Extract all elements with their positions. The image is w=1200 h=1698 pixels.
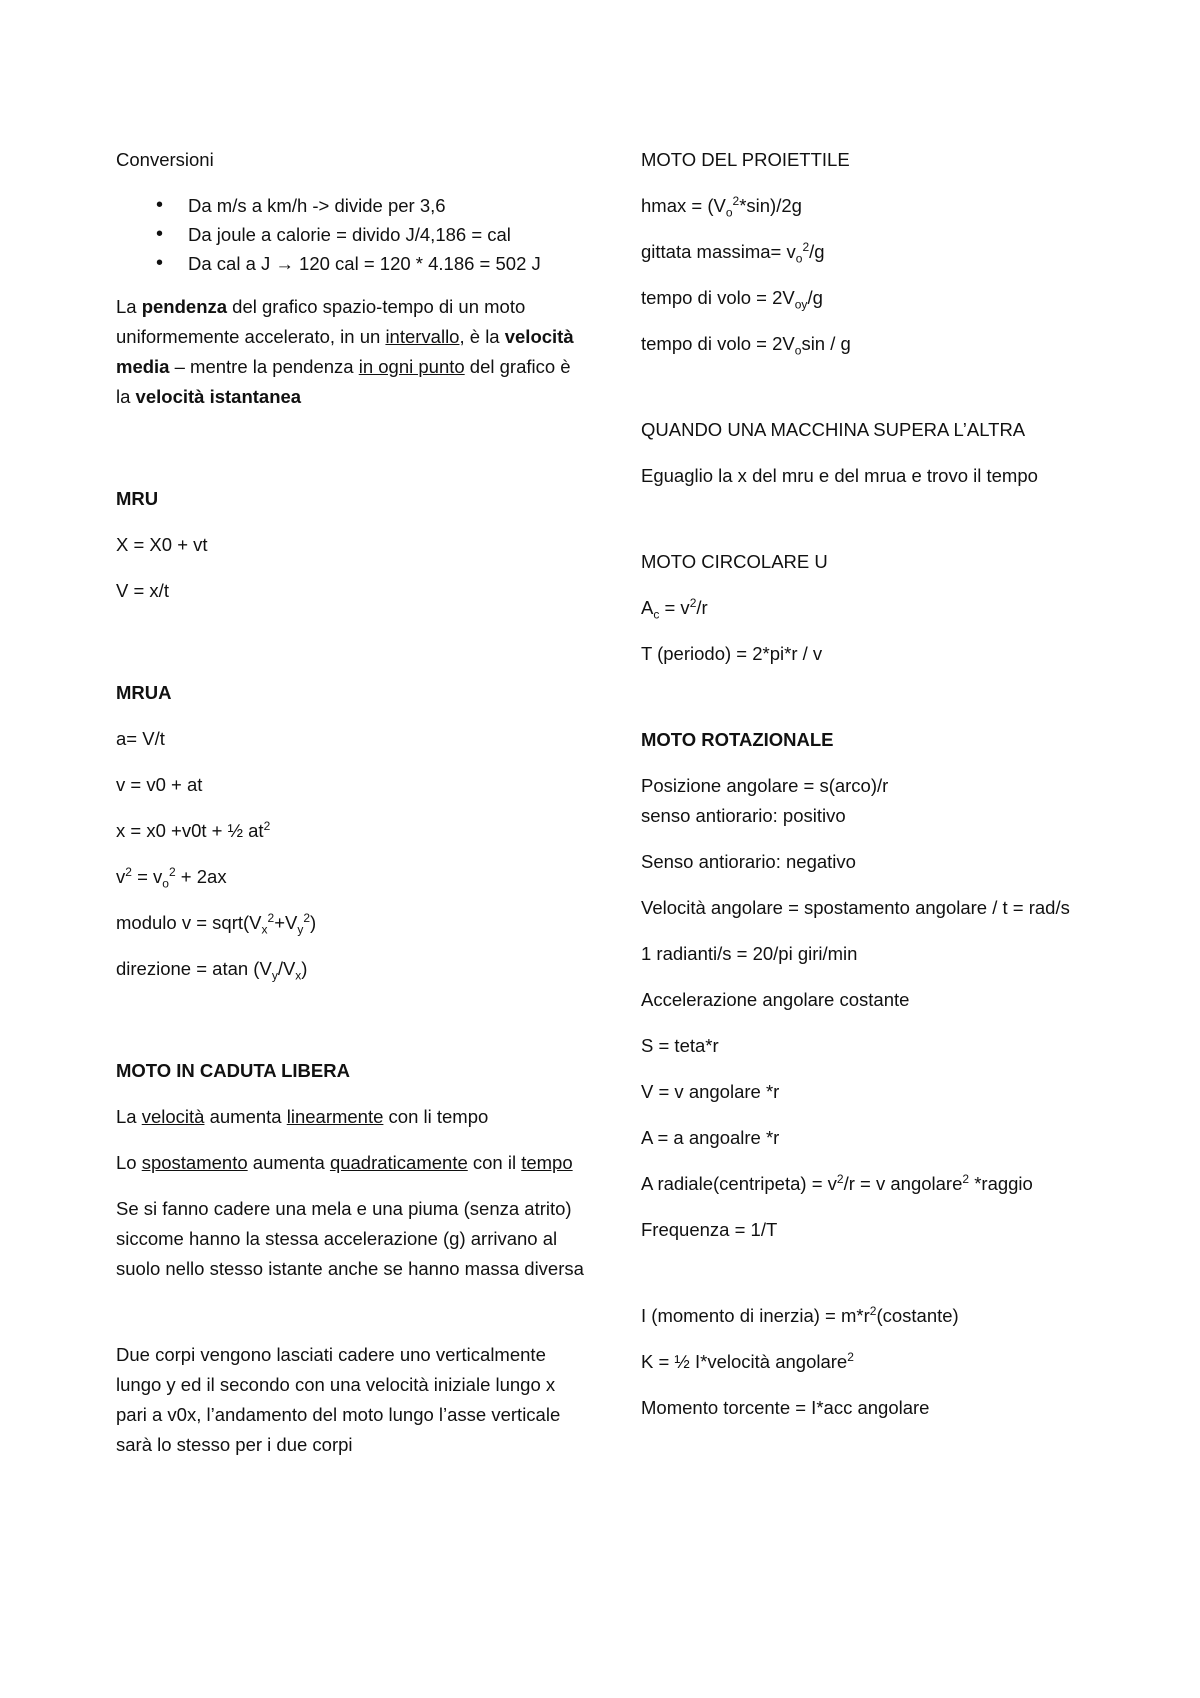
mrua-formula-4: $v^2 = v_o^2 + 2ax$ bbox=[116, 864, 227, 891]
mru-formula-2: V = x/t bbox=[116, 580, 169, 601]
bold-run: velocità media bbox=[116, 326, 574, 377]
rotazionale-line-10: A radiale(centripeta) = $v^2/r = v$ angolare$^2$ *raggio bbox=[641, 1171, 1033, 1194]
proiettile-formula-1: $hmax = (V_o^2*\sin)/2g$ bbox=[641, 193, 802, 220]
caduta-paragraph-3: Se si fanno cadere una mela e una piuma (senza atrito) siccome hanno la stessa accelerazione (g) arrivano al suolo nello stesso istante anche se hanno massa diversa bbox=[116, 1198, 584, 1279]
mrua-formula-3: x = x0 +v0t + ½ $at^2$ bbox=[116, 818, 271, 841]
mrua-formula-5: modulo $v = sqrt(V_x^2+V_y^2)$ bbox=[116, 910, 317, 937]
spacer bbox=[641, 375, 1111, 415]
underline-run: intervallo bbox=[385, 326, 460, 347]
mru-title: MRU bbox=[116, 488, 159, 509]
mrua-title: MRUA bbox=[116, 682, 172, 703]
spacer bbox=[116, 622, 586, 678]
spacer bbox=[641, 1261, 1111, 1301]
rotazionale-title: MOTO ROTAZIONALE bbox=[641, 729, 834, 750]
proiettile-formula-3: tempo di volo = $2V_{oy}/g$ bbox=[641, 287, 823, 312]
circolare-title: MOTO CIRCOLARE U bbox=[641, 551, 828, 572]
left-column bbox=[116, 145, 586, 1476]
rotazionale-line-9: A = a angoalre *r bbox=[641, 1127, 780, 1148]
mrua-formula-6: direzione = atan $(V_y/V_x)$ bbox=[116, 958, 308, 983]
caduta-title: MOTO IN CADUTA LIBERA bbox=[116, 1060, 350, 1081]
list-item: • Da cal a J → 120 cal = 120 * 4.186 = 502 J bbox=[116, 249, 586, 278]
spacer bbox=[641, 507, 1111, 547]
bold-run: pendenza bbox=[141, 296, 228, 317]
text-run: del grafico è la bbox=[116, 356, 571, 407]
rotazionale-line-13: K = ½ I*velocità angolare$^2$ bbox=[641, 1349, 854, 1372]
rotazionale-line-6: Accelerazione angolare costante bbox=[641, 989, 910, 1010]
rotazionale-line-3: Senso antiorario: negativo bbox=[641, 851, 856, 872]
spacer bbox=[116, 1300, 586, 1340]
right-column bbox=[641, 145, 1111, 1439]
spacer bbox=[116, 428, 586, 484]
mru-formula-1: X = X0 + vt bbox=[116, 534, 208, 555]
proiettile-formula-2: gittata massima= $v_o^2/g$ bbox=[641, 239, 825, 266]
rotazionale-line-7: S = teta*r bbox=[641, 1035, 719, 1056]
spacer bbox=[641, 685, 1111, 725]
caduta-paragraph-4: Due corpi vengono lasciati cadere uno verticalmente lungo y ed il secondo con una velocità iniziale lungo x pari a v0x, l’andamento del moto lungo l’asse verticale sarà lo stesso per i due corpi bbox=[116, 1344, 561, 1455]
text-run: La bbox=[116, 296, 142, 317]
conversioni-list bbox=[116, 191, 586, 278]
text-run: – mentre la pendenza bbox=[169, 356, 359, 377]
proiettile-title: MOTO DEL PROIETTILE bbox=[641, 149, 850, 170]
circolare-formula-2: T (periodo) = 2*pi*r / v bbox=[641, 643, 823, 664]
caduta-paragraph-1: La velocità aumenta linearmente con li tempo bbox=[116, 1106, 489, 1127]
mrua-formula-1: a= V/t bbox=[116, 728, 165, 749]
mrua-formula-2: v = v0 + at bbox=[116, 774, 203, 795]
rotazionale-line-12: I (momento di inerzia) = $m*r^2(costante)$ bbox=[641, 1303, 959, 1326]
rotazionale-block-1: Posizione angolare = s(arco)/r senso antiorario: positivo bbox=[641, 775, 889, 826]
macchina-title: QUANDO UNA MACCHINA SUPERA L’ALTRA bbox=[641, 419, 1026, 440]
text-run: del grafico spazio-tempo di un moto uniformemente accelerato, in un bbox=[116, 296, 526, 347]
macchina-text: Eguaglio la x del mru e del mrua e trovo il tempo bbox=[641, 465, 1038, 486]
conversioni-title: Conversioni bbox=[116, 149, 214, 170]
list-item: • Da joule a calorie = divido J/4,186 = cal bbox=[116, 220, 586, 249]
rotazionale-line-11: Frequenza = 1/T bbox=[641, 1219, 778, 1240]
rotazionale-line-5: 1 radianti/s = 20/pi giri/min bbox=[641, 943, 858, 964]
circolare-formula-1: $A_c = v^2/r$ bbox=[641, 595, 708, 622]
spacer bbox=[116, 1000, 586, 1056]
rotazionale-line-14: Momento torcente = I*acc angolare bbox=[641, 1397, 930, 1418]
pendenza-paragraph bbox=[116, 292, 586, 412]
bold-run: velocità istantanea bbox=[135, 386, 302, 407]
underline-run: in ogni punto bbox=[358, 356, 465, 377]
caduta-paragraph-2: Lo spostamento aumenta quadraticamente con il tempo bbox=[116, 1152, 573, 1173]
text-run: , è la bbox=[459, 326, 505, 347]
rotazionale-line-8: V = v angolare *r bbox=[641, 1081, 780, 1102]
list-item: • Da m/s a km/h -> divide per 3,6 bbox=[116, 191, 586, 220]
rotazionale-line-4: Velocità angolare = spostamento angolare / t = rad/s bbox=[641, 897, 1070, 918]
proiettile-formula-4: tempo di volo = $2V_o\sin$ / g bbox=[641, 333, 851, 358]
